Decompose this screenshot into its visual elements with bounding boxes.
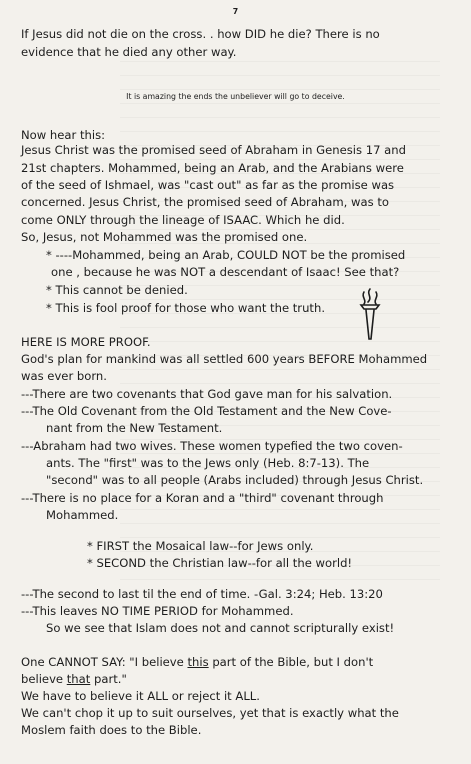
text-line: * SECOND the Christian law--for all the world! (87, 556, 353, 570)
page-number: 7 (232, 7, 239, 16)
quote-line (21, 655, 373, 669)
text-line: ---There are two covenants that God gave man for his salvation. (21, 387, 393, 401)
text-line: It is amazing the ends the unbeliever will go to deceive. (126, 92, 345, 101)
text-line: * This is fool proof for those who want the truth. (46, 301, 326, 315)
text-line: was ever born. (21, 369, 107, 383)
text-line: So, Jesus, not Mohammed was the promised one. (21, 230, 308, 244)
text-line: Now hear this: (21, 128, 106, 142)
quote-text: believe (21, 672, 67, 686)
text-line: 21st chapters. Mohammed, being an Arab, and the Arabians were (21, 161, 404, 175)
text-line: ---The Old Covenant from the Old Testament and the New Cove- (21, 404, 392, 418)
text-line: * ----Mohammed, being an Arab, COULD NOT be the promised (46, 248, 406, 262)
quote-underlined-word: that (66, 672, 91, 686)
text-line: Mohammed. (46, 508, 119, 522)
torch-icon (355, 286, 385, 342)
text-line: come ONLY through the lineage of ISAAC. Which he did. (21, 213, 345, 227)
text-line: concerned. Jesus Christ, the promised seed of Abraham, was to (21, 195, 389, 209)
text-line: evidence that he died any other way. (21, 45, 237, 59)
text-line: So we see that Islam does not and cannot scripturally exist! (46, 621, 395, 635)
text-line: ---Abraham had two wives. These women typefied the two coven- (21, 439, 403, 453)
text-line: We can't chop it up to suit ourselves, yet that is exactly what the (21, 706, 399, 720)
text-line: "second" was to all people (Arabs included) through Jesus Christ. (46, 473, 424, 487)
text-line: * FIRST the Mosaical law--for Jews only. (87, 539, 314, 553)
text-line: of the seed of Ishmael, was "cast out" as far as the promise was (21, 178, 395, 192)
quote-line (21, 672, 127, 686)
text-line: ---There is no place for a Koran and a "third" covenant through (21, 491, 384, 505)
text-line: If Jesus did not die on the cross. . how DID he die? There is no (21, 27, 380, 41)
text-line: ants. The "first" was to the Jews only (Heb. 8:7-13). The (46, 456, 370, 470)
section-heading: HERE IS MORE PROOF. (21, 335, 151, 349)
text-line: one , because he was NOT a descendant of Isaac! See that? (51, 265, 400, 279)
quote-underlined-word: this (187, 655, 209, 669)
text-line: ---The second to last til the end of time. -Gal. 3:24; Heb. 13:20 (21, 587, 383, 601)
text-line: ---This leaves NO TIME PERIOD for Mohammed. (21, 604, 294, 618)
quote-text: part of the Bible, but I don't (208, 655, 374, 669)
text-line: We have to believe it ALL or reject it ALL. (21, 689, 260, 703)
text-line: * This cannot be denied. (46, 283, 188, 297)
quote-text: One CANNOT SAY: "I believe (21, 655, 188, 669)
text-line: Jesus Christ was the promised seed of Abraham in Genesis 17 and (21, 143, 406, 157)
quote-text: part." (90, 672, 127, 686)
text-line: Moslem faith does to the Bible. (21, 723, 202, 737)
text-line: God's plan for mankind was all settled 600 years BEFORE Mohammed (21, 352, 428, 366)
text-line: nant from the New Testament. (46, 421, 223, 435)
